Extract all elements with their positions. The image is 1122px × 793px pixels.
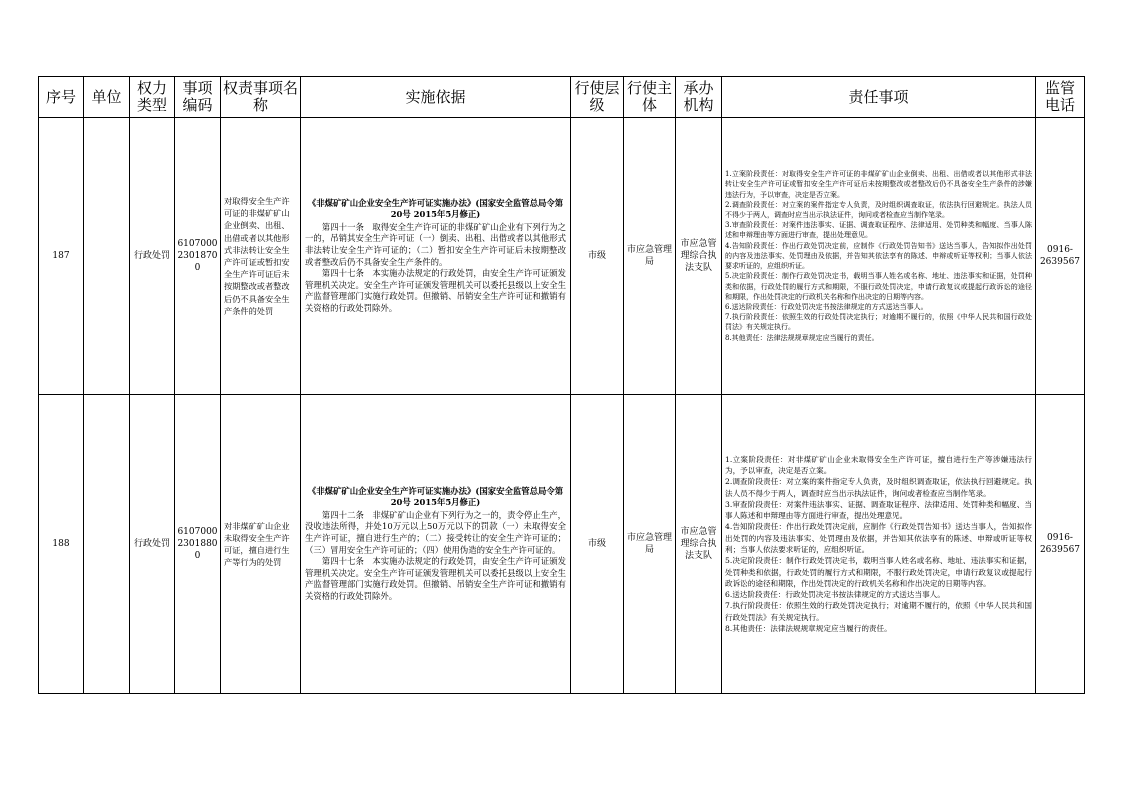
row-item-name: 对取得安全生产许可证的非煤矿矿山企业倒卖、出租、出借或者以其他形式非法转让安全生产许可证或暂扣安全生产许可证后未按期整改或者整改后仍不具备安全生产条件的处罚 [221,118,301,395]
basis-paragraph: 第四十七条 本实施办法规定的行政处罚，由安全生产许可证颁发管理机关决定。安全生产许可证颁发管理机关可以委托县级以上安全生产监督管理部门实施行政处罚。但撤销、吊销安全生产许可证和撤销有关资格的行政处罚除外。 [305,268,566,313]
duty-item: 8.其他责任：法律法规规章规定应当履行的责任。 [725,624,892,634]
row-code: 610700023018700 [175,118,221,395]
row-code: 610700023018800 [175,395,221,694]
duty-item: 5.决定阶段责任：制作行政处罚决定书，载明当事人姓名或名称、地址、违法事实和证据，处罚种类和依据，行政处罚的履行方式和期限，不服行政处罚决定，申请行政复议或提起行政诉讼的途径和期限，作出处罚决定的行政机关名称和作出决定的日期等内容。 [725,556,1032,588]
row-level: 市级 [571,118,624,395]
duty-item: 6.送达阶段责任：行政处罚决定书按法律规定的方式送达当事人。 [725,590,945,600]
duty-item: 4.告知阶段责任：作出行政处罚决定前，应制作《行政处罚告知书》送达当事人，告知拟作出处罚的内容及违法事实、处罚理由及依据，并告知其依法享有的陈述、申辩或听证等权利；当事人依法要求听证的，应组织听证。 [725,241,1032,271]
duty-item: 8.其他责任：法律法规规章规定应当履行的责任。 [725,333,879,342]
row-basis [301,395,571,694]
row-level: 市级 [571,395,624,694]
header-row [39,77,1085,118]
row-power-type: 行政处罚 [130,118,175,395]
row-agency: 市应急管理综合执法支队 [676,395,722,694]
basis-paragraph: 第四十二条 非煤矿矿山企业有下列行为之一的，责令停止生产，没收违法所得，并处10万元以上50万元以下的罚款（一）未取得安全生产许可证，擅自进行生产的；（二）接受转让的安全生产许可证的；（三）冒用安全生产许可证的；（四）使用伪造的安全生产许可证的。 [305,509,566,555]
duty-item: 3.审查阶段责任：对案件违法事实、证据、调查取证程序、法律适用、处罚种类和幅度、当事人陈述和申辩理由等方面进行审查，提出处理意见。 [725,221,1032,240]
power-list-table [38,76,1085,694]
header-duties: 责任事项 [722,77,1036,118]
header-subject: 行使主体 [624,77,676,118]
row-duties [722,118,1036,395]
row-no: 188 [39,395,84,694]
header-unit: 单位 [84,77,130,118]
row-power-type: 行政处罚 [130,395,175,694]
header-power-type: 权力类型 [130,77,175,118]
row-phone: 0916-2639567 [1036,118,1085,395]
basis-title: 《非煤矿矿山企业安全生产许可证实施办法》(国家安全监管总局令第20号 2015年5月修正) [307,197,564,220]
header-level: 行使层级 [571,77,624,118]
header-code: 事项编码 [175,77,221,118]
header-item-name: 权责事项名称 [221,77,301,118]
row-unit [84,118,130,395]
duty-item: 1.立案阶段责任：对取得安全生产许可证的非煤矿矿山企业倒卖、出租、出借或者以其他形式非法转让安全生产许可证或暂扣安全生产许可证后未按期整改或者整改后仍不具备安全生产条件的涉嫌违法行为，予以审查，决定是否立案。 [725,170,1032,199]
row-no: 187 [39,118,84,395]
basis-title: 《非煤矿矿山企业安全生产许可证实施办法》(国家安全监管总局令第20号 2015年5月修正) [307,485,564,508]
row-subject: 市应急管理局 [624,118,676,395]
basis-paragraph: 第四十七条 本实施办法规定的行政处罚，由安全生产许可证颁发管理机关决定。安全生产许可证颁发管理机关可以委托县级以上安全生产监督管理部门实施行政处罚。但撤销、吊销安全生产许可证和撤销有关资格的行政处罚除外。 [305,556,566,601]
duty-item: 3.审查阶段责任：对案件违法事实、证据、调查取证程序、法律适用、处罚种类和幅度、当事人陈述和申辩理由等方面进行审查，提出处理意见。 [725,499,1032,521]
basis-paragraph: 第四十一条 取得安全生产许可证的非煤矿矿山企业有下列行为之一的，吊销其安全生产许可证（一）倒卖、出租、出借或者以其他形式非法转让安全生产许可证的；（二）暂扣安全生产许可证后未按期整改或者整改后仍不具备安全生产条件的。 [305,221,566,267]
header-phone: 监管电话 [1036,77,1085,118]
table-row [39,395,1085,694]
duty-item: 7.执行阶段责任：依照生效的行政处罚决定执行；对逾期不履行的，依照《中华人民共和国行政处罚法》有关规定执行。 [725,313,1032,332]
duty-item: 5.决定阶段责任：制作行政处罚决定书，载明当事人姓名或名称、地址、违法事实和证据，处罚种类和依据，行政处罚的履行方式和期限，不服行政处罚决定，申请行政复议或提起行政诉讼的途径和期限，作出处罚决定的行政机关名称和作出决定的日期等内容。 [725,272,1032,301]
row-phone: 0916-2639567 [1036,395,1085,694]
duty-item: 1.立案阶段责任：对非煤矿矿山企业未取得安全生产许可证，擅自进行生产等涉嫌违法行为，予以审查，决定是否立案。 [725,454,1032,475]
row-duties [722,395,1036,694]
header-no: 序号 [39,77,84,118]
duty-item: 2.调查阶段责任：对立案的案件指定专人负责，及时组织调查取证，依法执行回避规定。执法人员不得少于两人，调查时应当出示执法证件，询问或者检查应当制作笔录。 [725,477,1032,498]
duty-item: 4.告知阶段责任：作出行政处罚决定前，应制作《行政处罚告知书》送达当事人，告知拟作出处罚的内容及违法事实、处罚理由及依据，并告知其依法享有的陈述、申辩或听证等权利；当事人依法要求听证的，应组织听证。 [725,522,1032,554]
duty-item: 7.执行阶段责任：依照生效的行政处罚决定执行；对逾期不履行的，依照《中华人民共和国行政处罚法》有关规定执行。 [725,601,1032,622]
duty-item: 6.送达阶段责任：行政处罚决定书按法律规定的方式送达当事人。 [725,302,928,311]
header-agency: 承办机构 [676,77,722,118]
table-row [39,118,1085,395]
row-unit [84,395,130,694]
row-subject: 市应急管理局 [624,395,676,694]
duty-item: 2.调查阶段责任：对立案的案件指定专人负责，及时组织调查取证，依法执行回避规定。执法人员不得少于两人，调查时应当出示执法证件，询问或者检查应当制作笔录。 [725,200,1032,220]
header-basis: 实施依据 [301,77,571,118]
row-item-name: 对非煤矿矿山企业未取得安全生产许可证，擅自进行生产等行为的处罚 [221,395,301,694]
row-agency: 市应急管理综合执法支队 [676,118,722,395]
row-basis [301,118,571,395]
